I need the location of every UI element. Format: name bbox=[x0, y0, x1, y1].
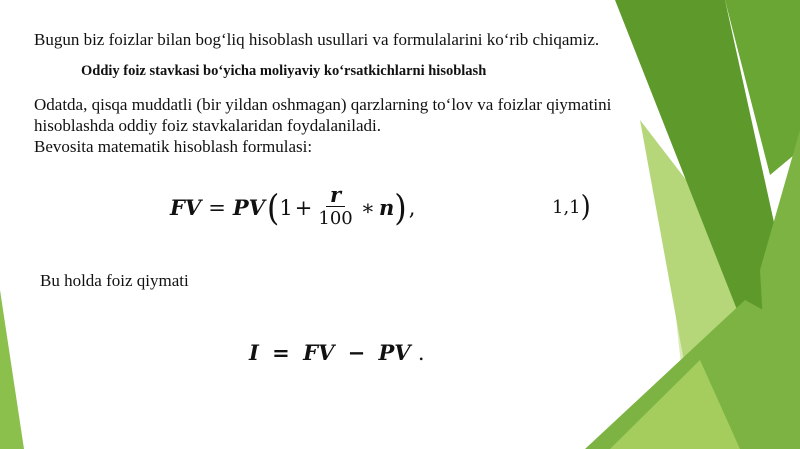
equation-number-value: 1,1 bbox=[552, 196, 581, 218]
body-line: Bevosita matematik hisoblash formulasi: bbox=[34, 137, 313, 156]
formula-fv: FV bbox=[303, 340, 335, 365]
left-corner-shape bbox=[0, 290, 24, 449]
formula-fv: FV bbox=[170, 195, 202, 220]
formula-minus: − bbox=[347, 340, 366, 365]
formula-pv: PV bbox=[232, 195, 265, 220]
body-paragraph bbox=[34, 94, 624, 157]
formula-period: . bbox=[417, 341, 425, 365]
formula-close-paren: ) bbox=[394, 186, 407, 229]
fraction-numerator: r bbox=[326, 184, 345, 207]
intro-text: Bugun biz foizlar bilan bog‘liq hisoblash usullari va formulalarini ko‘rib chiqamiz. bbox=[34, 30, 600, 49]
interest-value-text: Bu holda foiz qiymati bbox=[40, 271, 189, 290]
formula-times: ∗ bbox=[360, 195, 376, 220]
formula-pv: PV bbox=[378, 340, 411, 365]
formula-n: n bbox=[379, 195, 395, 220]
formula-equals: = bbox=[272, 340, 290, 365]
body-line: Odatda, qisqa muddatli (bir yildan oshmagan) qarzlarning to‘lov va foizlar qiymatini bbox=[34, 95, 612, 114]
fraction-denominator: 100 bbox=[318, 208, 353, 229]
formula-one: 1 bbox=[279, 195, 293, 220]
formula-equals: = bbox=[208, 195, 226, 220]
section-heading: Oddiy foiz stavkasi bo‘yicha moliyaviy ko‘rsatkichlarni hisoblash bbox=[81, 63, 487, 79]
formula-plus: + bbox=[294, 195, 313, 220]
body-line: hisoblashda oddiy foiz stavkalaridan foydalaniladi. bbox=[34, 116, 381, 135]
formula-fraction bbox=[318, 184, 352, 231]
equation-number-paren: ) bbox=[580, 190, 591, 224]
formula-open-paren: ( bbox=[266, 186, 280, 229]
formula-comma: , bbox=[408, 195, 416, 220]
future-value-formula bbox=[170, 184, 415, 231]
formula-i: I bbox=[249, 340, 259, 365]
equation-number bbox=[552, 190, 591, 224]
interest-formula bbox=[249, 340, 425, 365]
